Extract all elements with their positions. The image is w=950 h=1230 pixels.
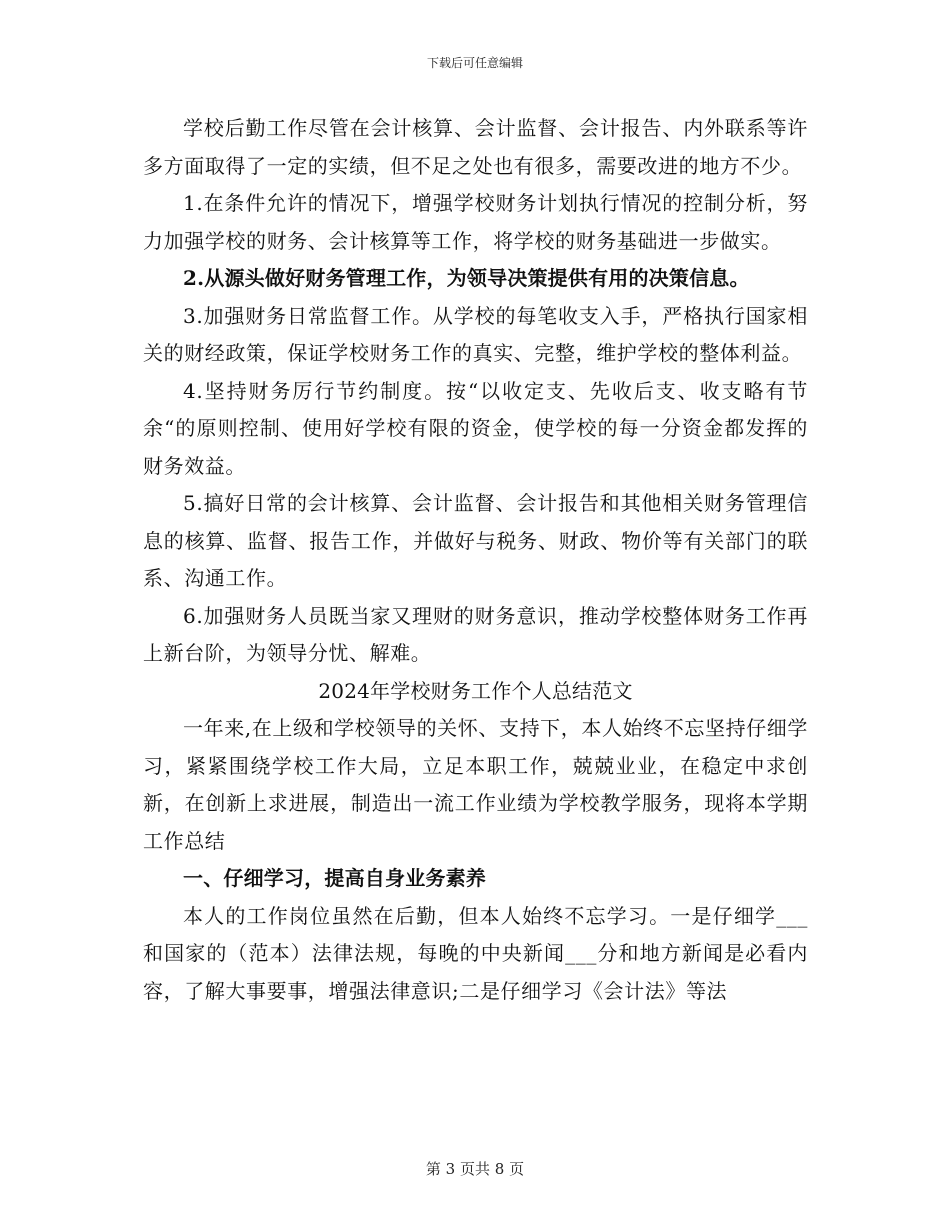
paragraph-item-6: 6.加强财务人员既当家又理财的财务意识，推动学校整体财务工作再上新台阶，为领导分忧、解难。	[143, 603, 808, 665]
page-header: 下载后可任意编辑	[426, 56, 523, 70]
paragraph-summary-intro: 一年来,在上级和学校领导的关怀、支持下，本人始终不忘坚持仔细学习，紧紧围绕学校工作大局，立足本职工作，兢兢业业，在稳定中求创新，在创新上求进展，制造出一流工作业绩为学校教学服务，现将本学期工作总结	[143, 716, 808, 853]
section-heading: 一、仔细学习，提高自身业务素养	[183, 866, 486, 890]
page-footer: 第 3 页共 8 页	[425, 1160, 525, 1178]
paragraph-item-3: 3.加强财务日常监督工作。从学校的每笔收支入手，严格执行国家相关的财经政策，保证学校财务工作的真实、完整，维护学校的整体利益。	[143, 303, 808, 365]
section-title: 2024年学校财务工作个人总结范文	[318, 678, 633, 703]
paragraph-item-1: 1.在条件允许的情况下，增强学校财务计划执行情况的控制分析，努力加强学校的财务、会计核算等工作，将学校的财务基础进一步做实。	[143, 191, 808, 253]
document-body	[143, 110, 808, 1010]
paragraph-item-2: 2.从源头做好财务管理工作，为领导决策提供有用的决策信息。	[183, 266, 750, 290]
paragraph-intro: 学校后勤工作尽管在会计核算、会计监督、会计报告、内外联系等许多方面取得了一定的实绩，但不足之处也有很多，需要改进的地方不少。	[143, 116, 808, 178]
paragraph-item-4: 4.坚持财务厉行节约制度。按“以收定支、先收后支、收支略有节余“的原则控制、使用好学校有限的资金，使学校的每一分资金都发挥的财务效益。	[143, 378, 808, 478]
paragraph-study: 本人的工作岗位虽然在后勤，但本人始终不忘学习。一是仔细学___和国家的（范本）法律法规，每晚的中央新闻___分和地方新闻是必看内容，了解大事要事，增强法律意识;二是仔细学习《会计法》等法	[143, 903, 808, 1003]
paragraph-item-5: 5.搞好日常的会计核算、会计监督、会计报告和其他相关财务管理信息的核算、监督、报告工作，并做好与税务、财政、物价等有关部门的联系、沟通工作。	[143, 491, 808, 590]
